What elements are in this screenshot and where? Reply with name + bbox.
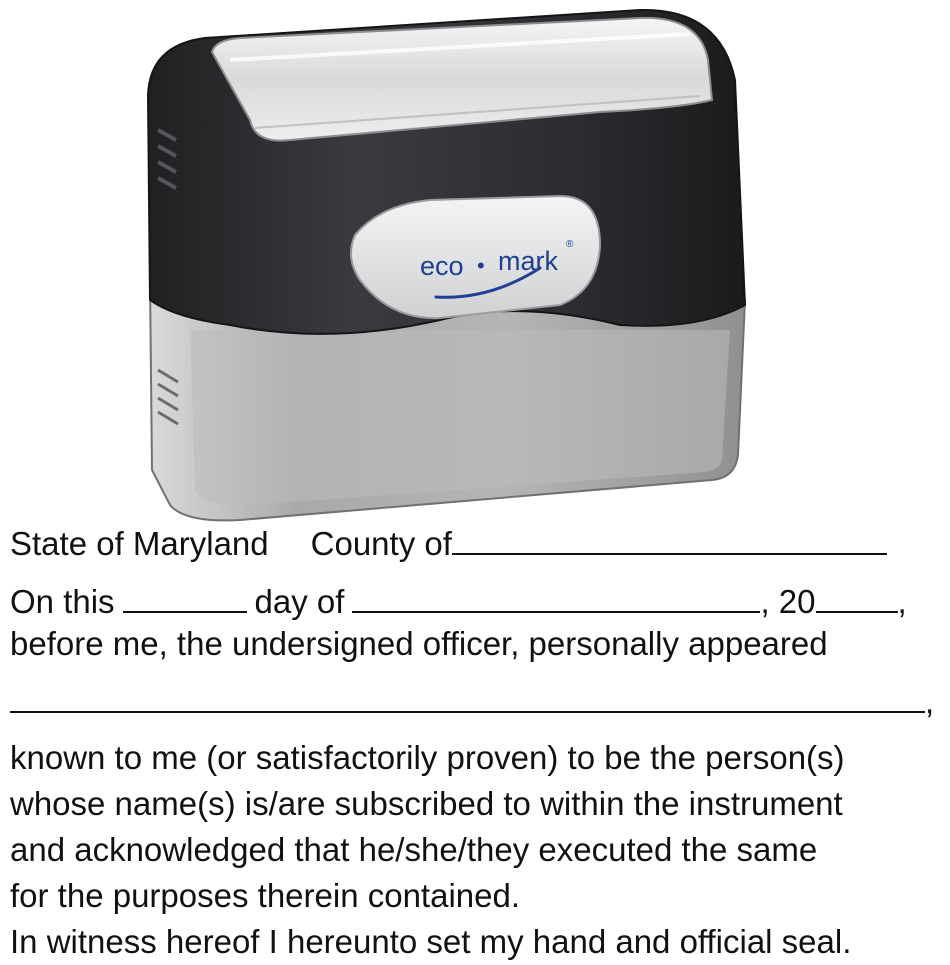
imprint-line-1 <box>10 519 942 565</box>
brand-eco-text: eco <box>420 251 464 281</box>
registered-mark: ® <box>566 239 574 250</box>
county-blank <box>452 519 887 555</box>
imprint-line-8 <box>10 873 942 919</box>
brand-badge <box>351 196 600 318</box>
imprint-line-3 <box>10 621 942 667</box>
imprint-line-4 <box>10 667 942 735</box>
brand-separator: • <box>477 253 485 278</box>
known-to-me-text: known to me (or satisfactorily proven) to be the person(s) <box>10 739 845 776</box>
year-prefix: , 20 <box>760 583 816 620</box>
imprint-line-2 <box>10 565 942 621</box>
year-blank <box>816 577 898 613</box>
whose-names-text: whose name(s) is/are subscribed to within the instrument <box>10 785 843 822</box>
on-this-label: On this <box>10 583 115 620</box>
before-me-text: before me, the undersigned officer, personally appeared <box>10 625 828 662</box>
imprint-line-7 <box>10 827 942 873</box>
person-name-blank <box>10 677 925 713</box>
imprint-line-9 <box>10 919 942 965</box>
notary-acknowledgment-imprint <box>10 519 942 965</box>
imprint-line-5 <box>10 735 942 781</box>
brand-mark-text: mark <box>498 246 558 276</box>
state-label: State of Maryland <box>10 525 269 562</box>
purposes-text: for the purposes therein contained. <box>10 877 521 914</box>
imprint-line-6 <box>10 781 942 827</box>
county-label: County of <box>310 525 452 562</box>
day-of-label: day of <box>254 583 345 620</box>
day-blank <box>123 577 247 613</box>
month-blank <box>352 577 760 613</box>
line2-comma: , <box>897 583 907 620</box>
line4-comma: , <box>925 683 935 720</box>
acknowledged-text: and acknowledged that he/she/they executed the same <box>10 831 818 868</box>
witness-text: In witness hereof I hereunto set my hand and official seal. <box>10 923 852 960</box>
